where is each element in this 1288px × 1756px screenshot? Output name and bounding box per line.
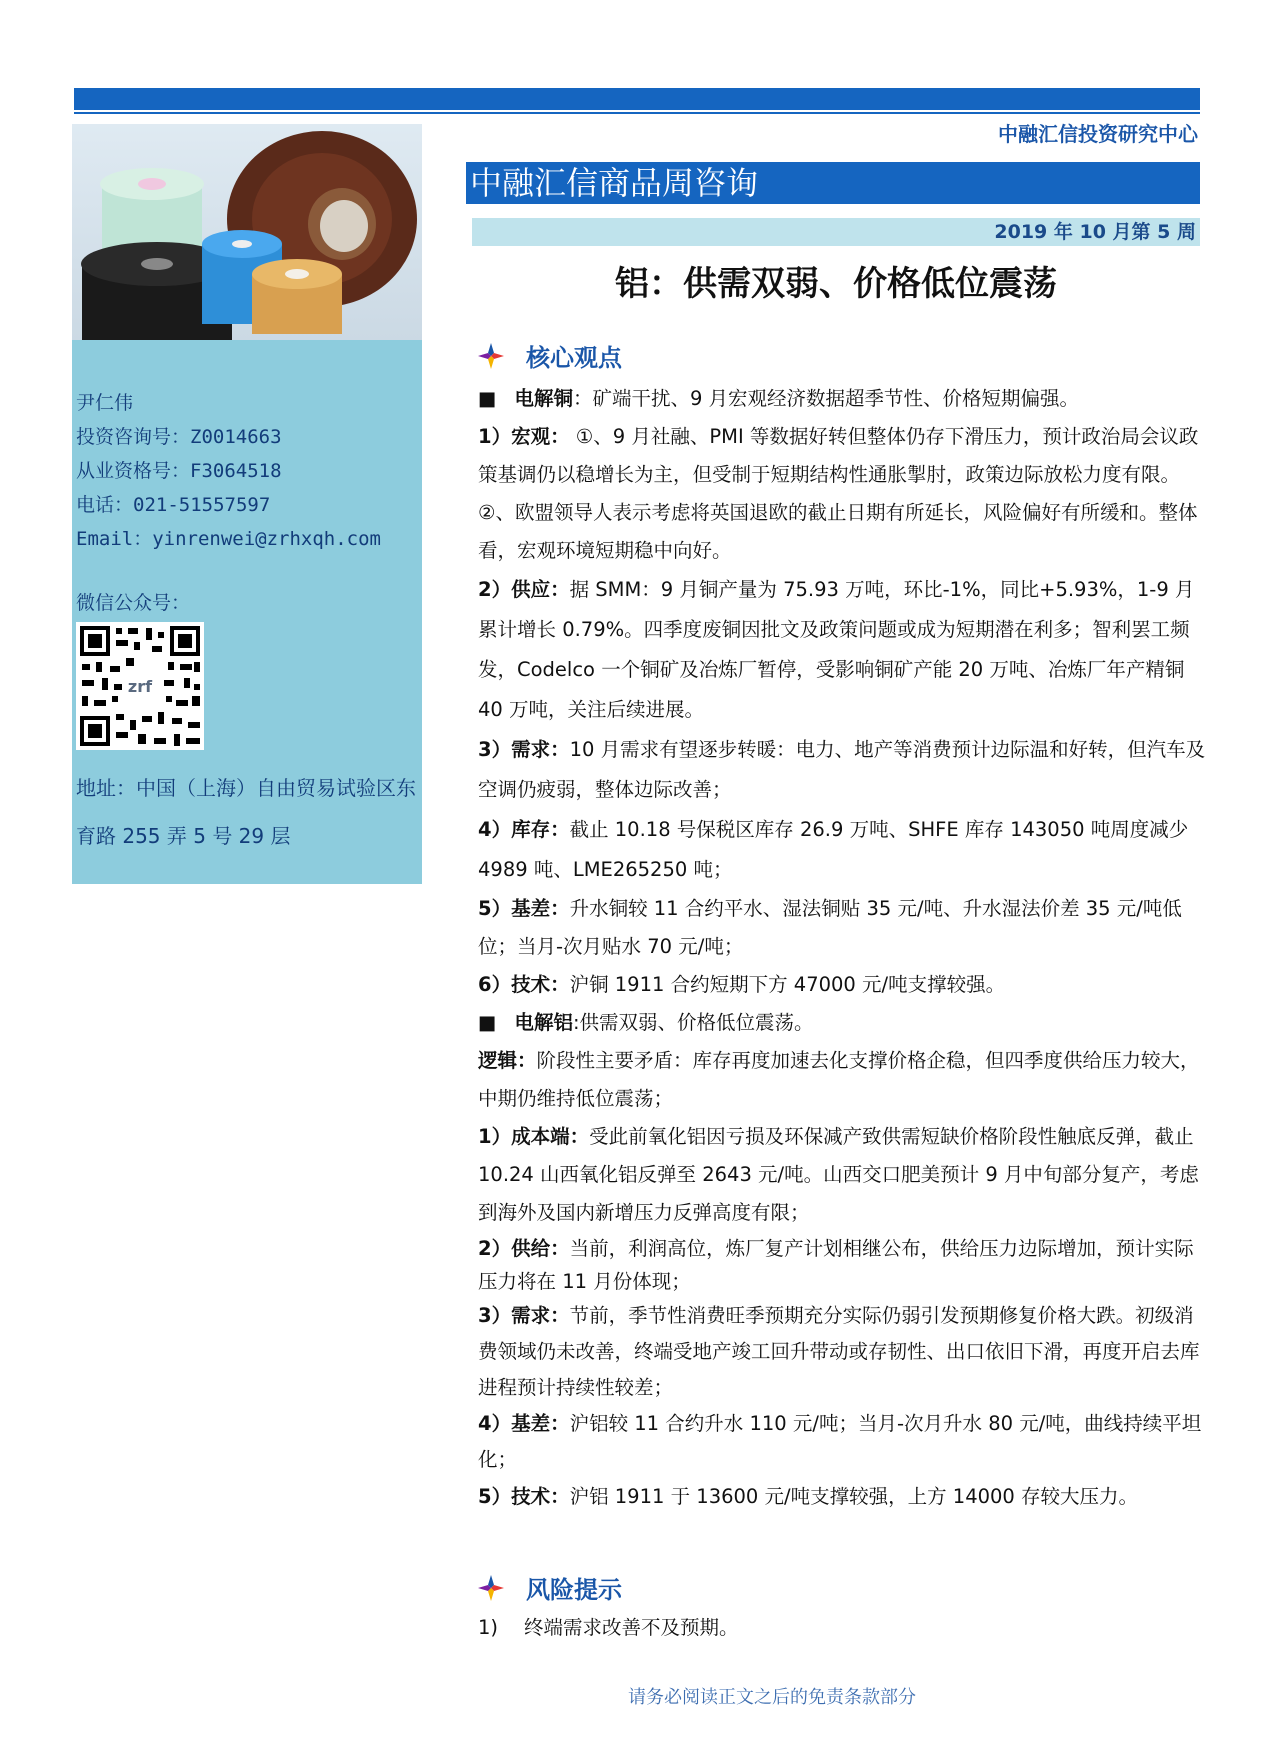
section-core-title: 核心观点: [526, 344, 622, 372]
copper-summary: ■ 电解铜：矿端干扰、9 月宏观经济数据超季节性、价格短期偏强。: [478, 387, 1080, 410]
product-photo: [72, 124, 422, 340]
section-marker-icon: [478, 343, 504, 369]
section-marker-icon: [478, 1575, 504, 1601]
qr-code-icon: [76, 622, 204, 750]
analyst-contact: [76, 386, 381, 556]
copper-item: 6）技术：沪铜 1911 合约短期下方 47000 元/吨支撑较强。: [478, 973, 1006, 996]
aluminum-item: 3）需求：节前，季节性消费旺季预期充分实际仍弱引发预期修复价格大跌。初级消费领域仍未改善，终端受地产竣工回升带动或存韧性、出口依旧下滑，再度开启去库进程预计持续性较差；: [478, 1304, 1200, 1399]
risk-text: 终端需求改善不及预期。: [524, 1616, 739, 1639]
risk-item: [478, 1612, 739, 1640]
aluminum-label: 电解铝: [514, 1011, 573, 1034]
core-content: [478, 380, 1212, 1516]
section-core-views: [478, 338, 622, 373]
email: Email：yinrenwei@zrhxqh.com: [76, 528, 381, 550]
report-title: 中融汇信商品周咨询: [466, 162, 1200, 204]
svg-text:zrf: zrf: [127, 677, 153, 696]
headline: 铝：供需双弱、价格低位震荡: [615, 264, 1057, 304]
bullet-square: ■: [478, 387, 497, 410]
copper-item: 5）基差：升水铜较 11 合约平水、湿法铜贴 35 元/吨、升水湿法价差 35 元/吨低位；当月-次月贴水 70 元/吨；: [478, 897, 1182, 958]
consult-number: 投资咨询号：Z0014663: [76, 426, 282, 448]
org-name: 中融汇信投资研究中心: [998, 122, 1198, 146]
wechat-label: 微信公众号：: [76, 592, 191, 614]
sidebar: [72, 124, 422, 884]
aluminum-item: 5）技术：沪铝 1911 于 13600 元/吨支撑较强，上方 14000 存较大压力。: [478, 1485, 1139, 1508]
aluminum-item: 2）供给：当前，利润高位，炼厂复产计划相继公布，供给压力边际增加，预计实际压力将在 11 月份体现；: [478, 1237, 1194, 1293]
section-risk: [478, 1570, 622, 1605]
aluminum-logic: 逻辑：阶段性主要矛盾：库存再度加速去化支撑价格企稳，但四季度供给压力较大，中期仍维持低位震荡；: [478, 1049, 1200, 1110]
phone: 电话：021-51557597: [76, 494, 271, 516]
section-risk-title: 风险提示: [526, 1576, 622, 1604]
address: 地址：中国（上海）自由贸易试验区东育路 255 弄 5 号 29 层: [76, 776, 416, 848]
disclaimer-note: 请务必阅读正文之后的免责条款部分: [628, 1687, 916, 1708]
bullet-square: ■: [478, 1011, 497, 1034]
aluminum-item: 4）基差：沪铝较 11 合约升水 110 元/吨；当月-次月升水 80 元/吨，曲线持续平坦化；: [478, 1412, 1202, 1471]
yarn-spools-image: [72, 124, 422, 340]
copper-label: 电解铜: [514, 387, 573, 410]
analyst-name: 尹仁伟: [76, 392, 134, 414]
aluminum-item: 1）成本端：受此前氧化铝因亏损及环保减产致供需短缺价格阶段性触底反弹，截止 10.24 山西氧化铝反弹至 2643 元/吨。山西交口肥美预计 9 月中旬部分复产，考虑到海外及国内新增压力反弹高度有限；: [478, 1125, 1199, 1224]
copper-item: 1）宏观： ①、9 月社融、PMI 等数据好转但整体仍存下滑压力，预计政治局会议政策基调仍以稳增长为主，但受制于短期结构性通胀掣肘，政策边际放松力度有限。②、欧盟领导人表示考虑将英国退欧的截止日期有所延长，风险偏好有所缓和。整体看，宏观环境短期稳中向好。: [478, 425, 1199, 562]
aluminum-summary: ■ 电解铝:供需双弱、价格低位震荡。: [478, 1011, 814, 1034]
header-divider: [74, 112, 1200, 114]
copper-item: 3）需求：10 月需求有望逐步转暖：电力、地产等消费预计边际温和好转，但汽车及空调仍疲弱，整体边际改善；: [478, 738, 1206, 801]
report-date: 2019 年 10 月第 5 周: [472, 218, 1200, 246]
risk-number: 1): [478, 1616, 499, 1639]
qr-code: [76, 622, 204, 750]
header-top-bar: [74, 88, 1200, 110]
copper-item: 4）库存：截止 10.18 号保税区库存 26.9 万吨、SHFE 库存 143050 吨周度减少 4989 吨、LME265250 吨；: [478, 818, 1189, 881]
qualification-number: 从业资格号：F3064518: [76, 460, 282, 482]
copper-item: 2）供应：据 SMM：9 月铜产量为 75.93 万吨，环比-1%，同比+5.93%，1-9 月累计增长 0.79%。四季度废铜因批文及政策问题或成为短期潜在利多；智利罢工频发，Codelco 一个铜矿及冶炼厂暂停，受影响铜矿产能 20 万吨、冶炼厂年产精铜 40 万吨，关注后续进展。: [478, 578, 1195, 721]
